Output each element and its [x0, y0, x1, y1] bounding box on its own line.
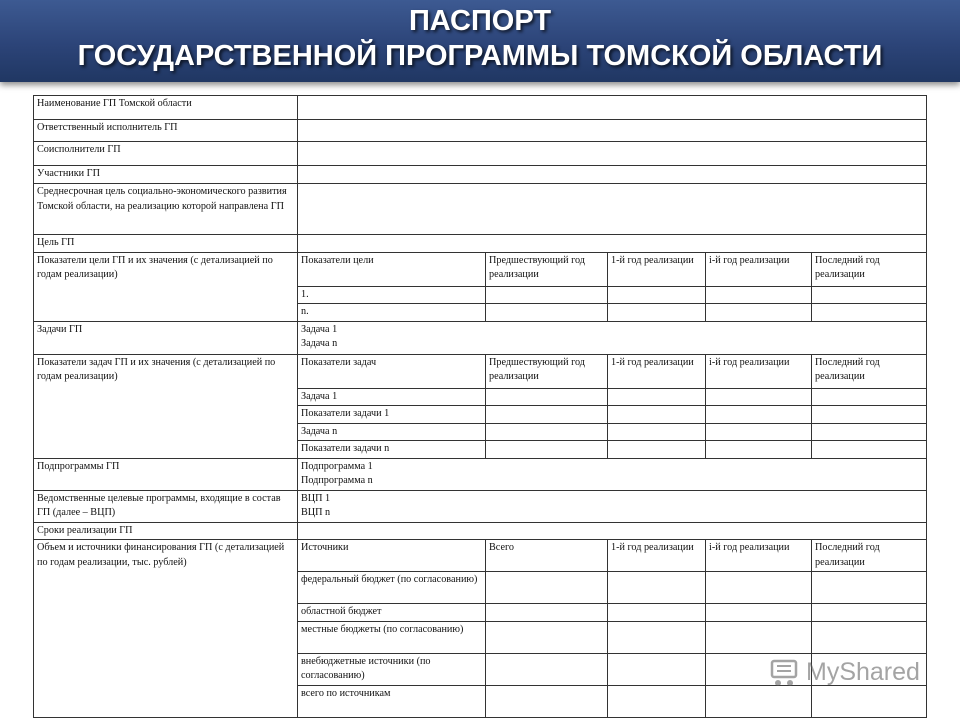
row-label: Сроки реализации ГП	[34, 522, 298, 540]
table-row	[34, 354, 927, 388]
slide-title-line1: ПАСПОРТ	[408, 5, 552, 37]
table-row	[34, 522, 927, 540]
table-row	[34, 96, 927, 120]
value-cell	[812, 304, 927, 322]
sub-row-label: Показатели задачи n	[298, 441, 486, 459]
list-item: Подпрограмма n	[301, 475, 373, 486]
table-row	[34, 321, 927, 354]
subprograms-list	[298, 458, 927, 490]
value-cell	[608, 604, 706, 622]
tasks-list	[298, 321, 927, 354]
column-header: Всего	[486, 540, 608, 572]
value-cell	[486, 406, 608, 424]
sub-row-label: всего по источникам	[298, 685, 486, 717]
list-item: ВЦП n	[301, 507, 331, 518]
column-header: Предшествующий год реализации	[486, 354, 608, 388]
sub-row-label: n.	[298, 304, 486, 322]
column-header: Показатели цели	[298, 252, 486, 286]
row-label: Объем и источники финансирования ГП (с детализацией по годам реализации, тыс. рублей)	[34, 540, 298, 718]
value-cell	[486, 304, 608, 322]
table-row	[34, 142, 927, 166]
row-label: Ведомственные целевые программы, входящие в состав ГП (далее – ВЦП)	[34, 490, 298, 522]
value-cell	[608, 685, 706, 717]
value-cell	[298, 184, 927, 235]
value-cell	[706, 304, 812, 322]
value-cell	[486, 286, 608, 304]
row-label: Участники ГП	[34, 166, 298, 184]
value-cell	[486, 388, 608, 406]
value-cell	[608, 621, 706, 653]
value-cell	[298, 235, 927, 253]
column-header: i-й год реализации	[706, 354, 812, 388]
column-header: i-й год реализации	[706, 540, 812, 572]
value-cell	[298, 166, 927, 184]
value-cell	[706, 621, 812, 653]
value-cell	[812, 388, 927, 406]
column-header: Предшествующий год реализации	[486, 252, 608, 286]
sub-row-label: внебюджетные источники (по согласованию)	[298, 653, 486, 685]
table-row	[34, 252, 927, 286]
value-cell	[486, 685, 608, 717]
column-header: Последний год реализации	[812, 540, 927, 572]
value-cell	[706, 572, 812, 604]
sub-row-label: Задача n	[298, 423, 486, 441]
row-label: Задачи ГП	[34, 321, 298, 354]
table-row	[34, 540, 927, 572]
value-cell	[706, 406, 812, 424]
list-item: ВЦП 1	[301, 492, 331, 504]
value-cell	[486, 653, 608, 685]
departmental-list	[298, 490, 927, 522]
passport-table	[33, 95, 927, 718]
row-label: Наименование ГП Томской области	[34, 96, 298, 120]
column-header: i-й год реализации	[706, 252, 812, 286]
column-header: 1-й год реализации	[608, 354, 706, 388]
table-row	[34, 235, 927, 253]
sub-row-label: местные бюджеты (по согласованию)	[298, 621, 486, 653]
value-cell	[608, 653, 706, 685]
value-cell	[706, 388, 812, 406]
list-item: Задача n	[301, 338, 338, 349]
value-cell	[486, 604, 608, 622]
value-cell	[608, 304, 706, 322]
watermark-text: MyShared	[806, 658, 920, 686]
list-item: Задача 1	[301, 323, 338, 335]
value-cell	[298, 522, 927, 540]
value-cell	[706, 423, 812, 441]
value-cell	[812, 604, 927, 622]
row-label: Среднесрочная цель социально-экономического развития Томской области, на реализацию которой направлена ГП	[34, 184, 298, 235]
row-label: Показатели задач ГП и их значения (с детализацией по годам реализации)	[34, 354, 298, 458]
sub-row-label: федеральный бюджет (по согласованию)	[298, 572, 486, 604]
column-header: Последний год реализации	[812, 354, 927, 388]
cart-icon	[768, 657, 800, 689]
sub-row-label: 1.	[298, 286, 486, 304]
table-row	[34, 490, 927, 522]
watermark	[768, 655, 928, 695]
value-cell	[608, 423, 706, 441]
value-cell	[486, 441, 608, 459]
value-cell	[812, 572, 927, 604]
row-label: Ответственный исполнитель ГП	[34, 120, 298, 142]
table-row	[34, 166, 927, 184]
row-label: Цель ГП	[34, 235, 298, 253]
value-cell	[706, 286, 812, 304]
value-cell	[298, 120, 927, 142]
table-row	[34, 120, 927, 142]
table-row	[34, 184, 927, 235]
value-cell	[608, 441, 706, 459]
sub-row-label: Показатели задачи 1	[298, 406, 486, 424]
value-cell	[812, 621, 927, 653]
value-cell	[812, 423, 927, 441]
value-cell	[486, 572, 608, 604]
value-cell	[298, 96, 927, 120]
column-header: Источники	[298, 540, 486, 572]
sub-row-label: областной бюджет	[298, 604, 486, 622]
column-header: 1-й год реализации	[608, 252, 706, 286]
table-row	[34, 458, 927, 490]
value-cell	[812, 441, 927, 459]
column-header: 1-й год реализации	[608, 540, 706, 572]
column-header: Последний год реализации	[812, 252, 927, 286]
value-cell	[608, 388, 706, 406]
slide-header	[0, 0, 960, 82]
slide-title-line2: ГОСУДАРСТВЕННОЙ ПРОГРАММЫ ТОМСКОЙ ОБЛАСТИ	[77, 40, 883, 72]
sub-row-label: Задача 1	[298, 388, 486, 406]
row-label: Показатели цели ГП и их значения (с детализацией по годам реализации)	[34, 252, 298, 321]
value-cell	[608, 406, 706, 424]
row-label: Соисполнители ГП	[34, 142, 298, 166]
value-cell	[486, 621, 608, 653]
value-cell	[608, 572, 706, 604]
value-cell	[706, 604, 812, 622]
column-header: Показатели задач	[298, 354, 486, 388]
value-cell	[486, 423, 608, 441]
value-cell	[812, 406, 927, 424]
passport-document	[33, 95, 926, 718]
row-label: Подпрограммы ГП	[34, 458, 298, 490]
value-cell	[706, 441, 812, 459]
list-item: Подпрограмма 1	[301, 460, 373, 472]
value-cell	[812, 286, 927, 304]
value-cell	[608, 286, 706, 304]
value-cell	[298, 142, 927, 166]
